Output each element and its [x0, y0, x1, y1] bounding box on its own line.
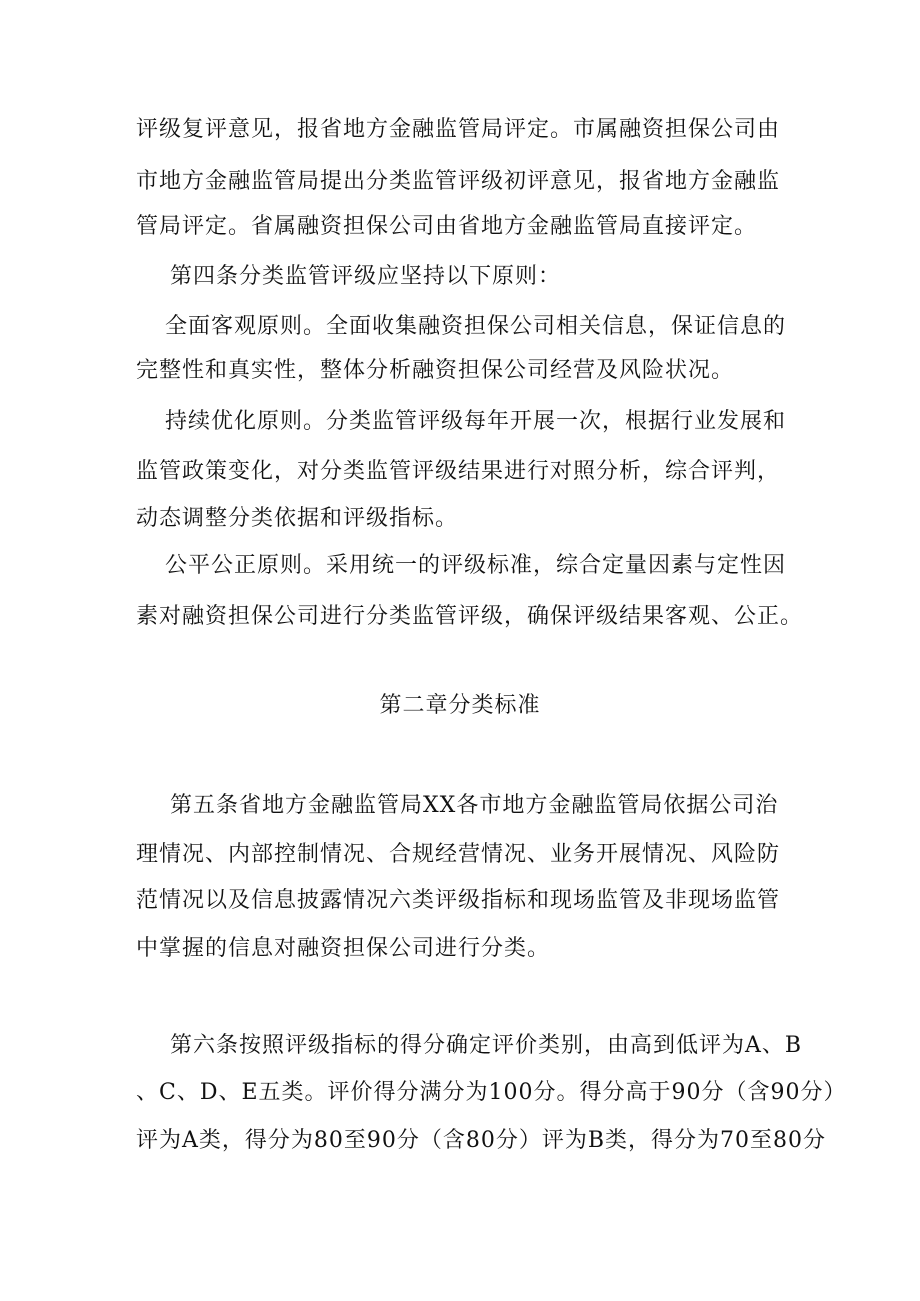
paragraph-line: 监管政策变化，对分类监管评级结果进行对照分析，综合评判，	[136, 459, 781, 484]
paragraph-line: 全面客观原则。全面收集融资担保公司相关信息，保证信息的	[165, 314, 787, 339]
paragraph-line: 第五条省地方金融监管局XX各市地方金融监管局依据公司治	[170, 793, 779, 818]
paragraph-line: 评为A类，得分为80至90分（含80分）评为B类，得分为70至80分	[136, 1128, 827, 1153]
paragraph-line: 理情况、内部控制情况、合规经营情况、业务开展情况、风险防	[136, 842, 781, 867]
paragraph-line: 第六条按照评级指标的得分确定评价类别，由高到低评为A、B	[170, 1033, 803, 1058]
paragraph-line: 市地方金融监管局提出分类监管评级初评意见，报省地方金融监	[136, 169, 781, 194]
paragraph-line: 评级复评意见，报省地方金融监管局评定。市属融资担保公司由	[136, 117, 781, 142]
paragraph-line: 持续优化原则。分类监管评级每年开展一次，根据行业发展和	[165, 409, 787, 434]
paragraph-line: 中掌握的信息对融资担保公司进行分类。	[136, 936, 551, 961]
article-4-heading: 第四条分类监管评级应坚持以下原则：	[170, 264, 562, 289]
chapter-heading: 第二章分类标准	[379, 693, 541, 718]
paragraph-line: 公平公正原则。采用统一的评级标准，综合定量因素与定性因	[165, 553, 787, 578]
paragraph-line: 完整性和真实性，整体分析融资担保公司经营及风险状况。	[136, 358, 735, 383]
paragraph-line: 范情况以及信息披露情况六类评级指标和现场监管及非现场监管	[136, 888, 781, 913]
paragraph-line: 、C、D、E五类。评价得分满分为100分。得分高于90分（含90分）	[136, 1080, 847, 1105]
paragraph-line: 动态调整分类依据和评级指标。	[136, 506, 459, 531]
paragraph-line: 素对融资担保公司进行分类监管评级，确保评级结果客观、公正。	[136, 604, 804, 629]
paragraph-line: 管局评定。省属融资担保公司由省地方金融监管局直接评定。	[136, 214, 758, 239]
